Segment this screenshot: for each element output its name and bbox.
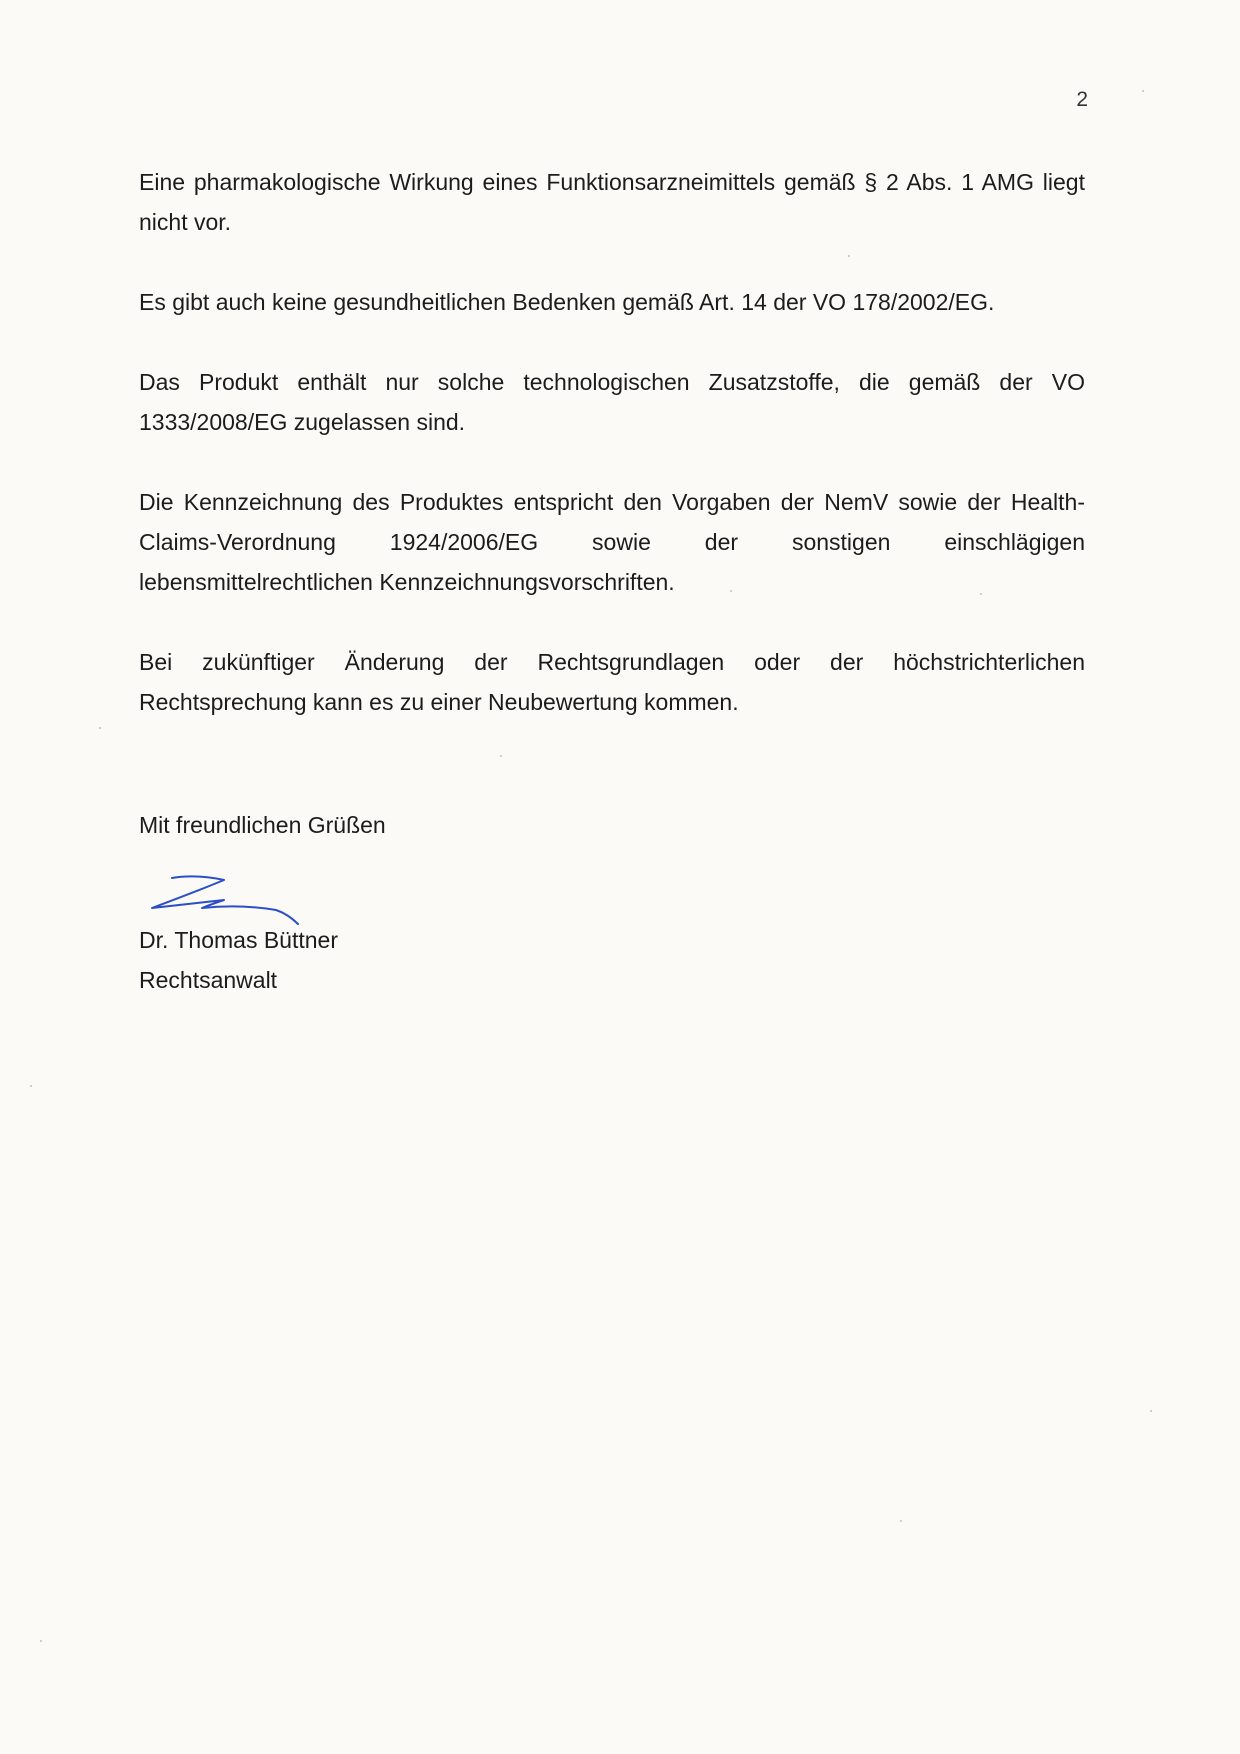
signer-title: Rechtsanwalt bbox=[139, 967, 278, 993]
page-number: 2 bbox=[1076, 88, 1088, 111]
scan-speck bbox=[99, 727, 101, 729]
paragraph-additives: Das Produkt enthält nur solche technologischen Zusatzstoffe, die gemäß der VO 1333/2008/EG zugelassen sind. bbox=[139, 369, 1085, 435]
scan-speck bbox=[500, 755, 502, 757]
scan-speck bbox=[30, 1085, 32, 1087]
signature-stroke bbox=[152, 876, 298, 924]
scan-speck bbox=[730, 590, 732, 592]
scan-speck bbox=[980, 593, 982, 595]
paragraph-pharmacological-effect: Eine pharmakologische Wirkung eines Funktionsarzneimittels gemäß § 2 Abs. 1 AMG liegt nicht vor. bbox=[139, 169, 1085, 235]
paragraph-legal-changes: Bei zukünftiger Änderung der Rechtsgrundlagen oder der höchstrichterlichen Rechtsprechung kann es zu einer Neubewertung kommen. bbox=[139, 649, 1085, 715]
scan-speck bbox=[1142, 90, 1144, 92]
signer-name: Dr. Thomas Büttner bbox=[139, 927, 338, 953]
scan-speck bbox=[1150, 1410, 1152, 1412]
scan-speck bbox=[900, 1520, 902, 1522]
paragraph-health-concerns: Es gibt auch keine gesundheitlichen Bedenken gemäß Art. 14 der VO 178/2002/EG. bbox=[139, 289, 995, 315]
scan-speck bbox=[40, 1640, 42, 1642]
paragraph-labelling: Die Kennzeichnung des Produktes entspricht den Vorgaben der NemV sowie der Health-Claims-Verordnung 1924/2006/EG sowie der sonstigen einschlägigen lebensmittelrechtlichen Kennzeichnungsvorschriften. bbox=[139, 489, 1085, 595]
closing-greeting: Mit freundlichen Grüßen bbox=[139, 812, 386, 838]
scan-speck bbox=[848, 255, 850, 257]
